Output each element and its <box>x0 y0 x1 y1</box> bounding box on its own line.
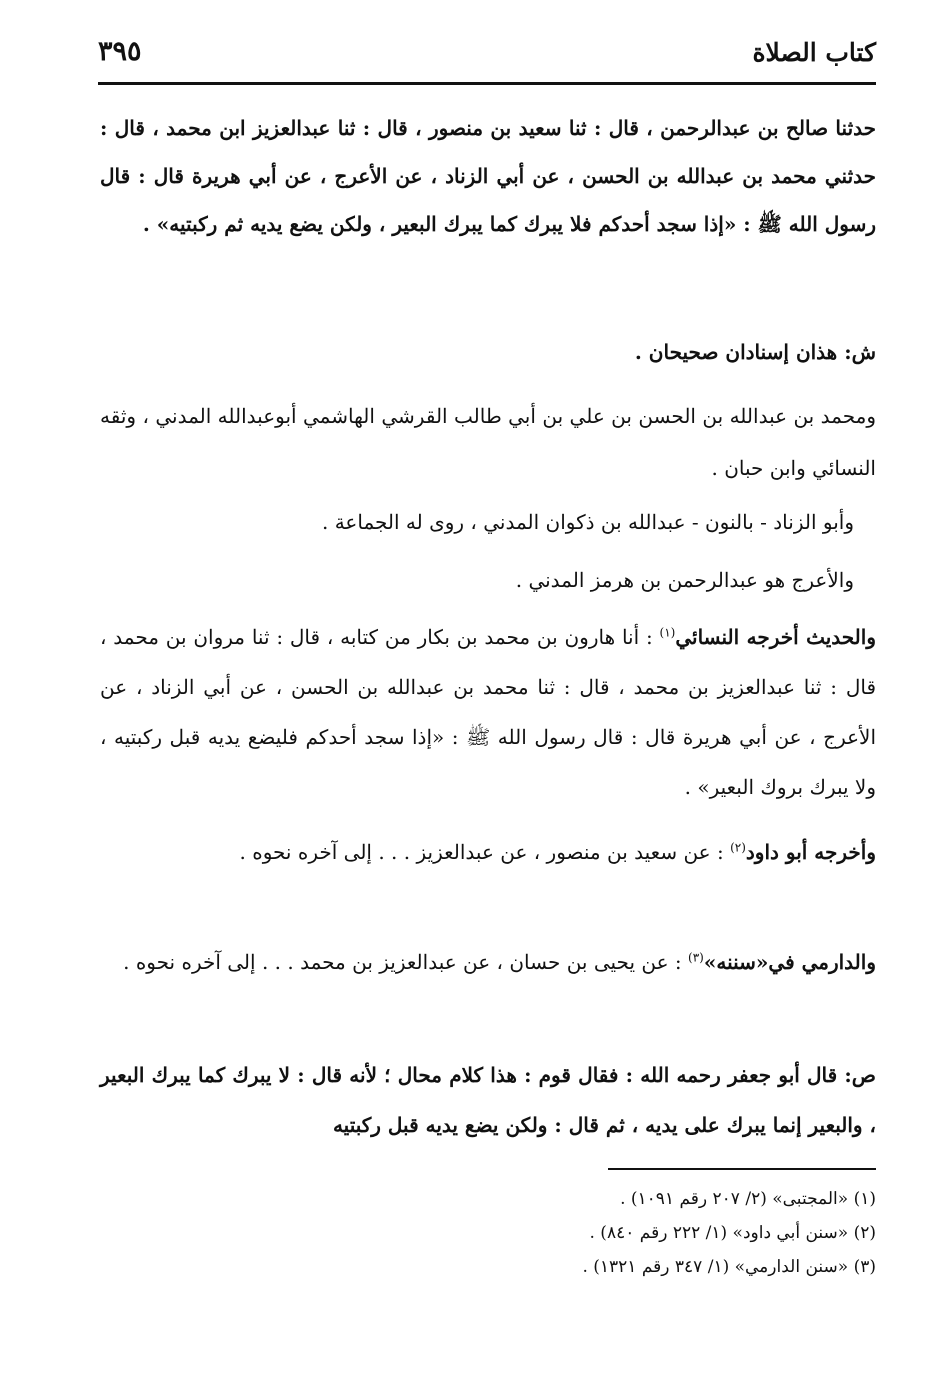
hadith-chain-paragraph: حدثنا صالح بن عبدالرحمن ، قال : ثنا سعيد بن منصور ، قال : ثنا عبدالعزيز ابن محمد ، قال : حدثني محمد بن عبدالله بن الحسن ، عن أبي الزناد ، عن الأعرج ، عن أبي هريرة قال : قال رسول الله ﷺ : «إذا سجد أحدكم فلا يبرك كما يبرك البعير ، ولكن يضع يديه ثم ركبتيه» . <box>100 116 876 236</box>
footnote-marker: (٢) <box>730 840 746 855</box>
takhrij-lead: والحديث أخرجه النسائي <box>675 625 876 649</box>
takhrij-lead: والدارمي في«سننه» <box>703 950 876 974</box>
narrator-note-paragraph <box>100 556 876 604</box>
header-rule <box>98 82 876 85</box>
page-number: ٣٩٥ <box>98 36 142 67</box>
text-paragraph: ص: قال أبو جعفر رحمه الله : فقال قوم : هذا كلام محال ؛ لأنه قال : لا يبرك كما يبرك البعير ، والبعير إنما يبرك على يديه ، ثم قال : ولكن يضع يديه قبل ركبتيه <box>100 1063 876 1137</box>
footnote-item: (١) «المجتبى» (٢/ ٢٠٧ رقم ١٠٩١) . <box>620 1189 876 1209</box>
commentary-heading: ش: هذان إسنادان صحيحان . <box>634 340 876 364</box>
takhrij-paragraph <box>100 612 876 812</box>
footnote-marker: (٣) <box>688 950 704 965</box>
footnote-marker: (١) <box>659 625 676 640</box>
takhrij-paragraph <box>100 826 876 878</box>
takhrij-text: : أنا هارون بن محمد بن بكار من كتابه ، قال : ثنا مروان بن محمد ، قال : ثنا عبدالعزيز بن محمد ، قال : ثنا محمد بن عبدالله بن الحسن ، عن أبي الزناد ، عن الأعرج ، عن أبي هريرة قال : قال رسول الله ﷺ : «إذا سجد أحدكم فليضع يديه قبل ركبتيه ، ولا يبرك بروك البعير» . <box>100 625 876 799</box>
book-title: كتاب الصلاة <box>752 38 876 67</box>
narrator-note-paragraph <box>100 498 876 546</box>
narrator-note-text: وأبو الزناد - بالنون - عبدالله بن ذكوان المدني ، روى له الجماعة . <box>321 510 854 534</box>
takhrij-lead: وأخرجه أبو داود <box>745 840 876 864</box>
narrator-note-paragraph: ومحمد بن عبدالله بن الحسن بن علي بن أبي طالب القرشي الهاشمي أبوعبدالله المدني ، وثقه النسائي وابن حبان . <box>100 404 876 480</box>
narrator-note-text: والأعرج هو عبدالرحمن بن هرمز المدني . <box>515 568 854 592</box>
footnote-item: (٢) «سنن أبي داود» (١/ ٢٢٢ رقم ٨٤٠) . <box>589 1223 876 1243</box>
takhrij-text: : عن سعيد بن منصور ، عن عبدالعزيز . . . إلى آخره نحوه . <box>239 840 731 864</box>
running-header <box>98 30 876 86</box>
footnote-item: (٣) «سنن الدارمي» (١/ ٣٤٧ رقم ١٣٢١) . <box>582 1257 876 1277</box>
takhrij-paragraph <box>100 936 876 988</box>
footnote-rule <box>608 1168 876 1170</box>
takhrij-text: : عن يحيى بن حسان ، عن عبدالعزيز بن محمد . . . إلى آخره نحوه . <box>123 950 689 974</box>
footnotes <box>100 1182 876 1284</box>
